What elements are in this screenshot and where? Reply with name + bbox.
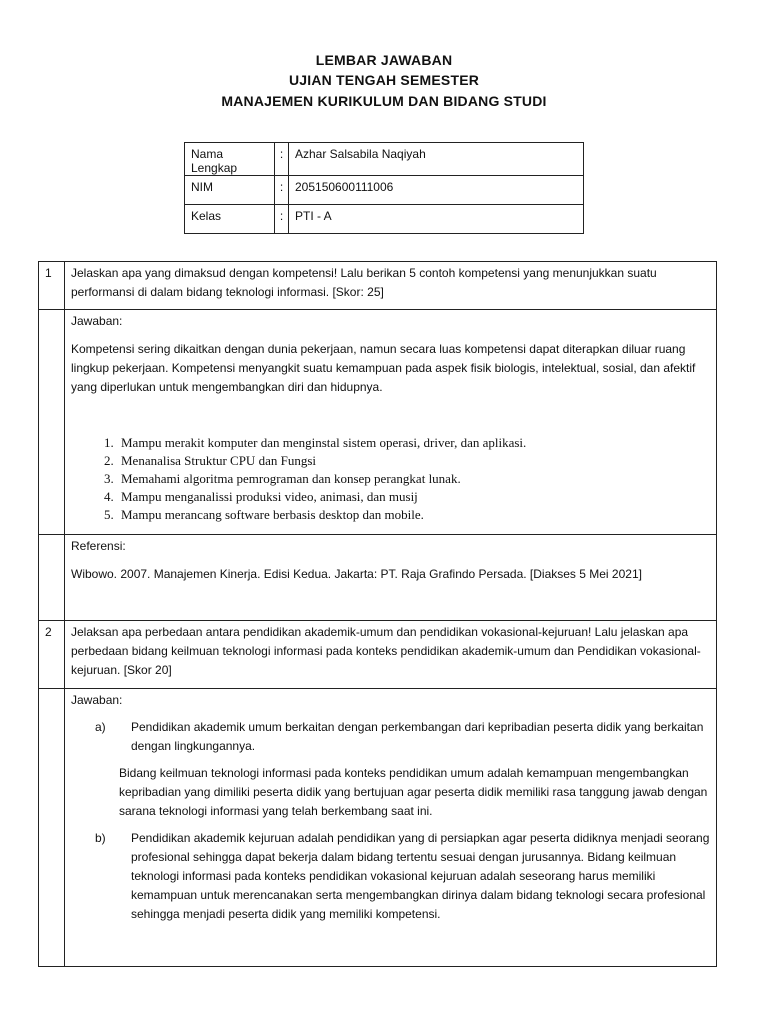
q2-question: Jelaksan apa perbedaan antara pendidikan akademik-umum dan pendidikan vokasional-kejuruan! Lalu jelaskan apa perbedaan bidang keilmuan teknologi informasi pada konteks pendidikan akademik-umum dan Pendidikan vokasional-kejuruan. [Skor 20]: [65, 621, 717, 689]
list-item: 4. Mampu menganalissi produksi video, animasi, dan musij: [117, 488, 710, 506]
q1-answer-row: [39, 310, 717, 535]
answer-b: [71, 829, 710, 924]
answer-b-marker: b): [95, 831, 106, 845]
q1-answer-cell: [65, 310, 717, 535]
competency-list: [71, 434, 710, 524]
title-line-1: LEMBAR JAWABAN: [315, 52, 453, 68]
q1-answer-text: Kompetensi sering dikaitkan dengan dunia pekerjaan, namun secara luas kompetensi dapat diterapkan diluar ruang lingkup pekerjaan. Kompetensi menyangkit suatu kemampuan pada aspek fisik biologis, intelektual, sosial, dan afektif yang diperlukan untuk mengembangkan diri dan hidupnya.: [71, 342, 696, 394]
q1-number: 1: [39, 262, 65, 310]
answer-b-text: Pendidikan akademik kejuruan adalah pendidikan yang di persiapkan agar peserta didiknya menjadi seorang profesional sehingga dapat bekerja dalam bidang tertentu sesuai dengan jurusannya. Bidang keilmuan teknologi informasi pada konteks pendidikan vokasional kejuruan adalah seseorang harus memiliki kemampuan untuk merencanakan serta mengembangkan dirinya dalam bidang teknologi secara profesional sehingga menjadi peserta didik yang memiliki kompetensi.: [131, 831, 710, 921]
reference-label: Referensi:: [71, 539, 126, 553]
q1-reference-cell: [65, 535, 717, 621]
q2-answer-row: [39, 689, 717, 967]
name-value: Azhar Salsabila Naqiyah: [289, 143, 584, 176]
separator: :: [275, 143, 289, 176]
q2-answer-cell: [65, 689, 717, 967]
identity-row-name: [185, 143, 584, 176]
questions-table: [38, 261, 717, 967]
answer-a-marker: a): [95, 720, 106, 734]
q1-reference-row: [39, 535, 717, 621]
separator: :: [275, 176, 289, 205]
list-item: 3. Memahami algoritma pemrograman dan konsep perangkat lunak.: [117, 470, 710, 488]
class-label: Kelas: [185, 205, 275, 234]
identity-row-nim: [185, 176, 584, 205]
title-line-3: MANAJEMEN KURIKULUM DAN BIDANG STUDI: [221, 93, 547, 109]
answer-a-text: Pendidikan akademik umum berkaitan dengan perkembangan dari kepribadian peserta didik yang berkaitan dengan lingkungannya.: [131, 720, 704, 753]
q2-number: 2: [39, 621, 65, 689]
class-value: PTI - A: [289, 205, 584, 234]
name-label: Nama Lengkap: [185, 143, 275, 176]
list-item: 5. Mampu merancang software berbasis desktop dan mobile.: [117, 506, 710, 524]
q2-answer-label: Jawaban:: [71, 693, 123, 707]
identity-table: [184, 142, 584, 234]
answer-a: [71, 718, 710, 756]
answer-a-text-2: Bidang keilmuan teknologi informasi pada konteks pendidikan umum adalah kemampuan mengembangkan kepribadian yang dimiliki peserta didik yang bertujuan agar peserta didik memiliki rasa tanggung jawab dengan sarana teknologi informasi yang telah berkembang saat ini.: [119, 766, 708, 818]
list-item: 1. Mampu merakit komputer dan menginstal sistem operasi, driver, dan aplikasi.: [117, 434, 710, 452]
reference-text: Wibowo. 2007. Manajemen Kinerja. Edisi Kedua. Jakarta: PT. Raja Grafindo Persada. [Diakses 5 Mei 2021]: [71, 567, 642, 581]
nim-label: NIM: [185, 176, 275, 205]
identity-row-class: [185, 205, 584, 234]
nim-value: 205150600111006: [289, 176, 584, 205]
q1-question: Jelaskan apa yang dimaksud dengan kompetensi! Lalu berikan 5 contoh kompetensi yang menunjukkan suatu performansi di dalam bidang teknologi informasi. [Skor: 25]: [65, 262, 717, 310]
separator: :: [275, 205, 289, 234]
list-item: 2. Menanalisa Struktur CPU dan Fungsi: [117, 452, 710, 470]
q1-answer-label: Jawaban:: [71, 314, 123, 328]
q2-question-row: [39, 621, 717, 689]
q1-question-row: [39, 262, 717, 310]
title-line-2: UJIAN TENGAH SEMESTER: [288, 72, 480, 88]
